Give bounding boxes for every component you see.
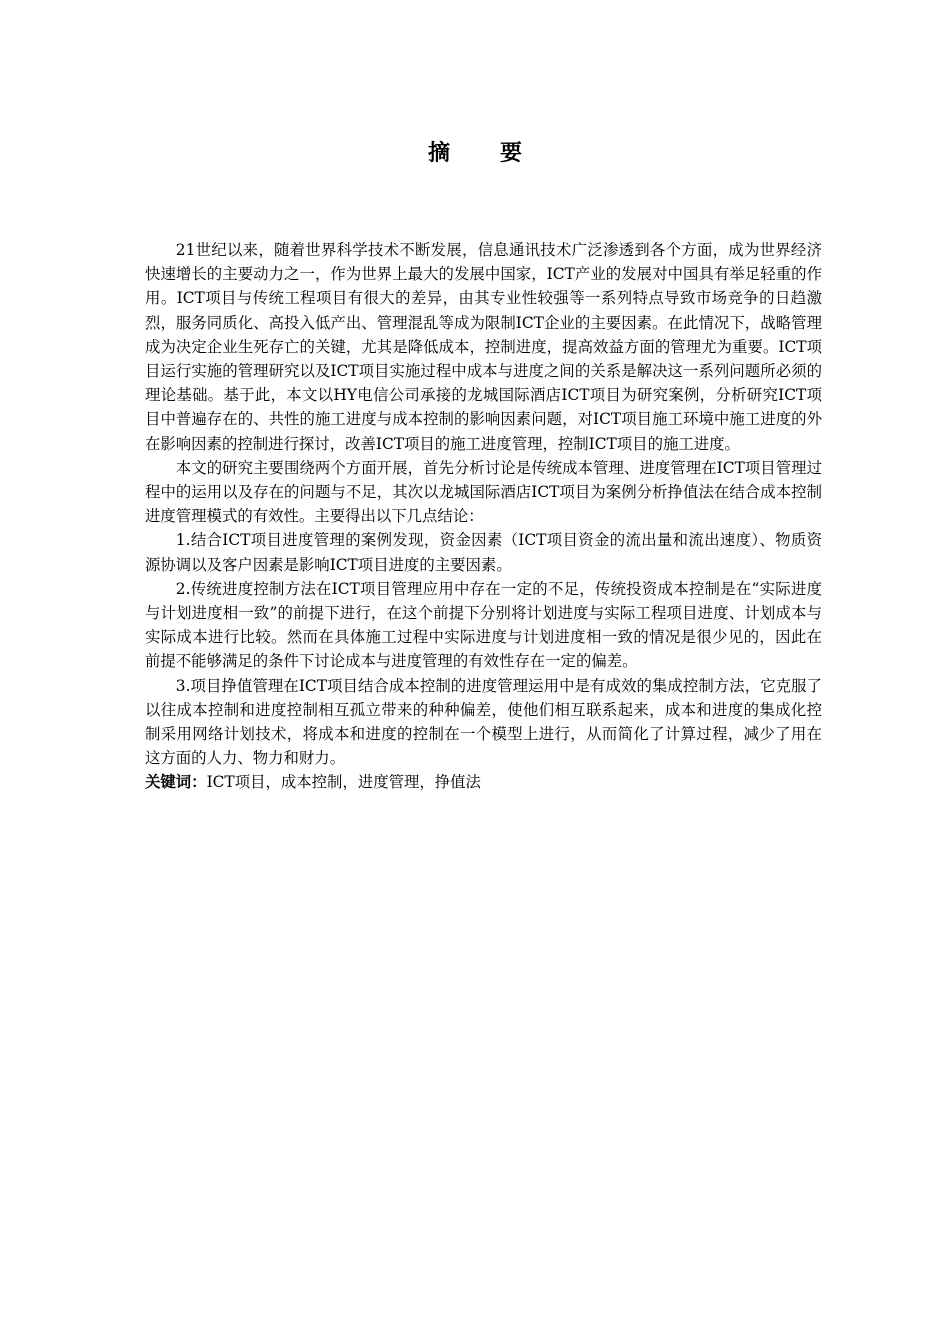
keywords-line [145,770,822,794]
paragraph-intro: 21世纪以来，随着世界科学技术不断发展，信息通讯技术广泛渗透到各个方面，成为世界经济快速增长的主要动力之一，作为世界上最大的发展中国家，ICT产业的发展对中国具有举足轻重的作用。ICT项目与传统工程项目有很大的差异，由其专业性较强等一系列特点导致市场竞争的日趋激烈，服务同质化、高投入低产出、管理混乱等成为限制ICT企业的主要因素。在此情况下，战略管理成为决定企业生死存亡的关键，尤其是降低成本，控制进度，提高效益方面的管理尤为重要。ICT项目运行实施的管理研究以及ICT项目实施过程中成本与进度之间的关系是解决这一系列问题所必须的理论基础。基于此，本文以HY电信公司承接的龙城国际酒店ICT项目为研究案例，分析研究ICT项目中普遍存在的、共性的施工进度与成本控制的影响因素问题，对ICT项目施工环境中施工进度的外在影响因素的控制进行探讨，改善ICT项目的施工进度管理，控制ICT项目的施工进度。 [145,241,822,453]
paragraph-research-scope: 本文的研究主要围绕两个方面开展，首先分析讨论是传统成本管理、进度管理在ICT项目管理过程中的运用以及存在的问题与不足，其次以龙城国际酒店ICT项目为案例分析挣值法在结合成本控制进度管理模式的有效性。主要得出以下几点结论： [145,458,822,526]
keywords-label: 关键词： [145,773,207,792]
paragraph-conclusion-1: 1.结合ICT项目进度管理的案例发现，资金因素（ICT项目资金的流出量和流出速度）、物质资源协调以及客户因素是影响ICT项目进度的主要因素。 [145,531,822,574]
page-title: 摘 要 [427,141,536,166]
paragraph-conclusion-3: 3.项目挣值管理在ICT项目结合成本控制的进度管理运用中是有成效的集成控制方法，它克服了以往成本控制和进度控制相互孤立带来的种种偏差，使他们相互联系起来，成本和进度的集成化控制采用网络计划技术，将成本和进度的控制在一个模型上进行，从而简化了计算过程，减少了用在这方面的人力、物力和财力。 [145,676,822,768]
keywords-text: ICT项目，成本控制，进度管理，挣值法 [206,773,481,792]
paragraph-conclusion-2: 2.传统进度控制方法在ICT项目管理应用中存在一定的不足，传统投资成本控制是在“实际进度与计划进度相一致”的前提下进行，在这个前提下分别将计划进度与实际工程项目进度、计划成本与实际成本进行比较。然而在具体施工过程中实际进度与计划进度相一致的情况是很少见的，因此在前提不能够满足的条件下讨论成本与进度管理的有效性存在一定的偏差。 [145,579,822,671]
abstract-body [145,238,822,795]
